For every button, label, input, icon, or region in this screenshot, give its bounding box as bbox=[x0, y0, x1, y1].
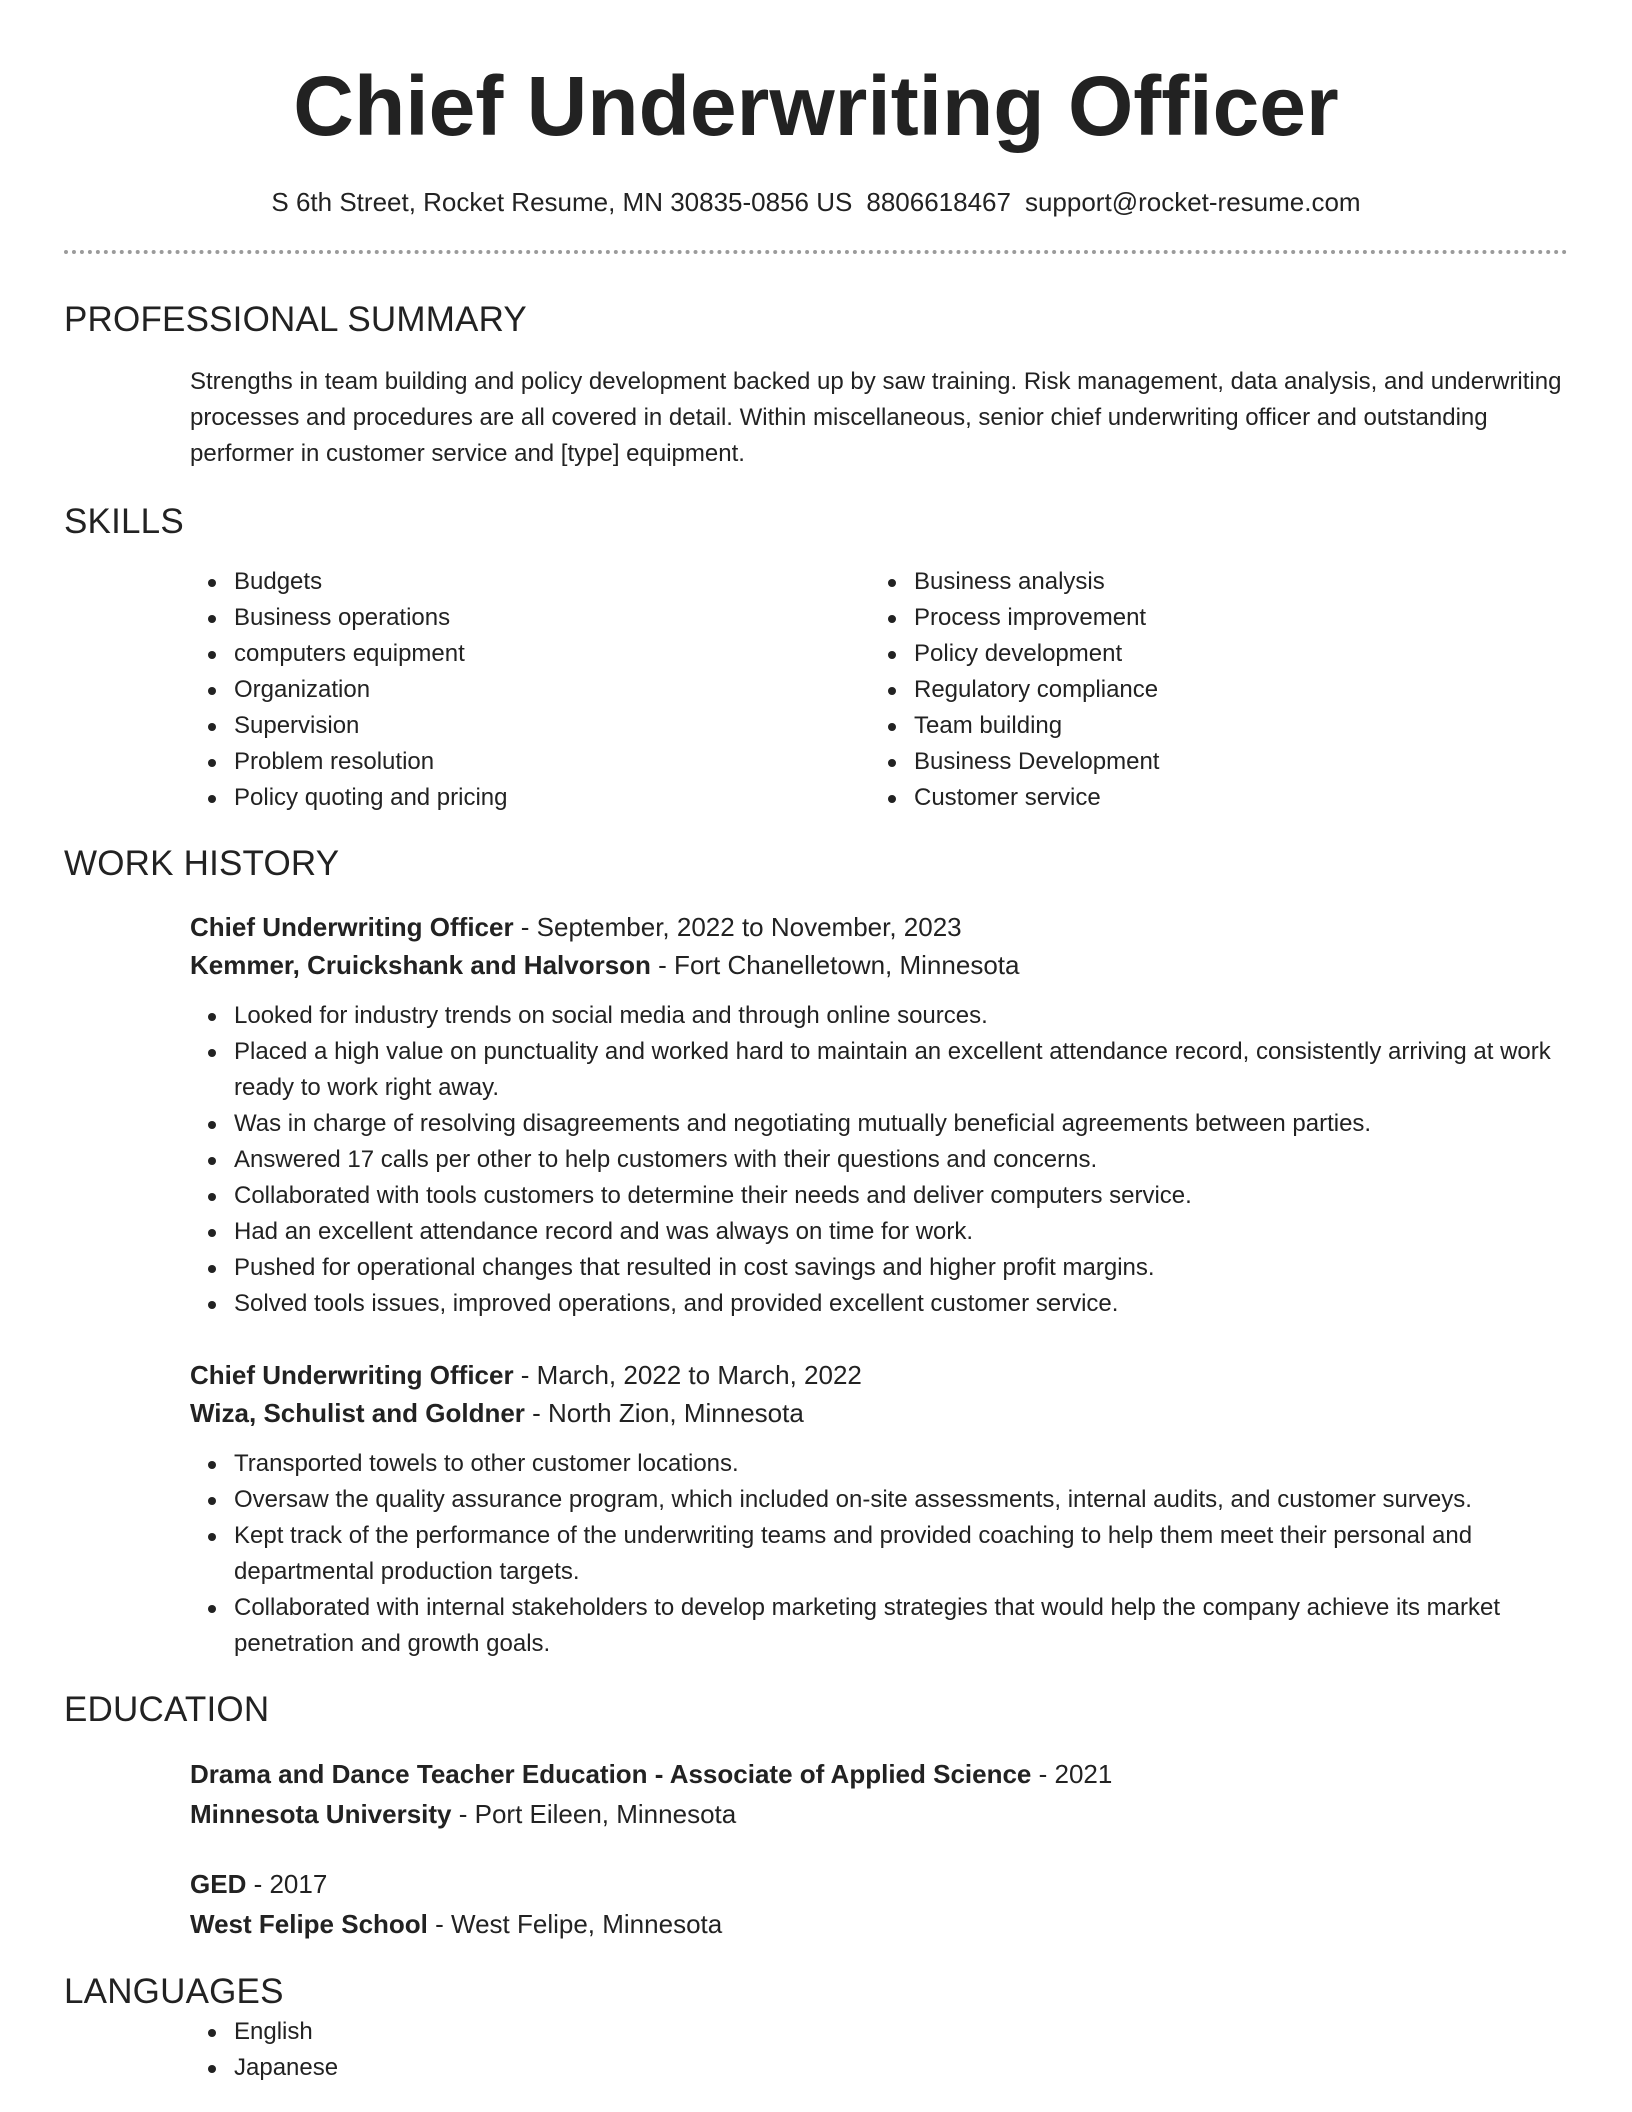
education-degree: Drama and Dance Teacher Education - Associate of Applied Science bbox=[190, 1759, 1032, 1789]
skill-item: Budgets bbox=[234, 564, 870, 600]
job-duty: Answered 17 calls per other to help customers with their questions and concerns. bbox=[234, 1142, 1568, 1178]
bullet-dot bbox=[208, 1533, 216, 1541]
contact-email: support@rocket-resume.com bbox=[1024, 187, 1361, 217]
bullet-dot bbox=[888, 651, 896, 659]
job-company: Kemmer, Cruickshank and Halvorson bbox=[190, 950, 651, 980]
job-duty: Pushed for operational changes that resulted in cost savings and higher profit margins. bbox=[234, 1250, 1568, 1286]
education-entry bbox=[190, 1754, 1568, 1834]
job-dates: - March, 2022 to March, 2022 bbox=[513, 1360, 862, 1390]
skill-item: Business operations bbox=[234, 600, 870, 636]
skill-item: Problem resolution bbox=[234, 744, 870, 780]
job-company-line bbox=[190, 946, 1568, 984]
contact-phone: 8806618467 bbox=[866, 187, 1011, 217]
bullet-dot bbox=[888, 687, 896, 695]
skill-item: Policy development bbox=[914, 636, 1550, 672]
job-title: Chief Underwriting Officer bbox=[190, 912, 514, 942]
header-divider bbox=[64, 250, 1568, 254]
bullet-dot bbox=[208, 615, 216, 623]
job-entry bbox=[190, 1356, 1568, 1662]
job-location: - Fort Chanelletown, Minnesota bbox=[650, 950, 1020, 980]
job-duty: Collaborated with internal stakeholders to develop marketing strategies that would help the company achieve its market penetration and growth goals. bbox=[234, 1590, 1568, 1662]
education-year: - 2021 bbox=[1031, 1759, 1113, 1789]
job-dates: - September, 2022 to November, 2023 bbox=[513, 912, 962, 942]
job-location: - North Zion, Minnesota bbox=[524, 1398, 804, 1428]
resume-title: Chief Underwriting Officer bbox=[293, 59, 1339, 153]
skills-column-left bbox=[190, 564, 870, 816]
bullet-dot bbox=[888, 615, 896, 623]
skill-item: Process improvement bbox=[914, 600, 1550, 636]
summary-heading: PROFESSIONAL SUMMARY bbox=[64, 300, 527, 339]
bullet-dot bbox=[888, 759, 896, 767]
contact-address: S 6th Street, Rocket Resume, MN 30835-0856 US bbox=[271, 187, 853, 217]
job-duties bbox=[190, 998, 1568, 1322]
education-degree-line bbox=[190, 1864, 1568, 1904]
skills-column-right bbox=[870, 564, 1550, 816]
skill-item: Organization bbox=[234, 672, 870, 708]
job-duty: Looked for industry trends on social media and through online sources. bbox=[234, 998, 1568, 1034]
education-school-line bbox=[190, 1794, 1568, 1834]
bullet-dot bbox=[208, 1229, 216, 1237]
bullet-dot bbox=[888, 723, 896, 731]
bullet-dot bbox=[208, 759, 216, 767]
skill-item: Customer service bbox=[914, 780, 1550, 816]
job-entry bbox=[190, 908, 1568, 1322]
bullet-dot bbox=[208, 1461, 216, 1469]
skill-item: Supervision bbox=[234, 708, 870, 744]
job-duties bbox=[190, 1446, 1568, 1662]
bullet-dot bbox=[888, 579, 896, 587]
education-year: - 2017 bbox=[246, 1869, 328, 1899]
bullet-dot bbox=[208, 1049, 216, 1057]
skill-item: Business analysis bbox=[914, 564, 1550, 600]
job-duty: Transported towels to other customer locations. bbox=[234, 1446, 1568, 1482]
education-location: - West Felipe, Minnesota bbox=[427, 1909, 723, 1939]
bullet-dot bbox=[208, 1013, 216, 1021]
job-duty: Kept track of the performance of the underwriting teams and provided coaching to help them meet their personal and departmental production targets. bbox=[234, 1518, 1568, 1590]
bullet-dot bbox=[208, 1157, 216, 1165]
bullet-dot bbox=[208, 1193, 216, 1201]
job-title: Chief Underwriting Officer bbox=[190, 1360, 514, 1390]
skills-heading: SKILLS bbox=[64, 502, 184, 541]
bullet-dot bbox=[208, 1121, 216, 1129]
bullet-dot bbox=[208, 1301, 216, 1309]
job-title-line bbox=[190, 1356, 1568, 1394]
bullet-dot bbox=[208, 687, 216, 695]
languages-list bbox=[190, 2014, 1568, 2086]
skill-item: Policy quoting and pricing bbox=[234, 780, 870, 816]
education-heading: EDUCATION bbox=[64, 1690, 270, 1729]
work-history-heading: WORK HISTORY bbox=[64, 844, 340, 883]
education-entry bbox=[190, 1864, 1568, 1944]
education-degree: GED bbox=[190, 1869, 247, 1899]
skill-item: Business Development bbox=[914, 744, 1550, 780]
bullet-dot bbox=[208, 651, 216, 659]
language-item: English bbox=[234, 2014, 1568, 2050]
skill-item: Team building bbox=[914, 708, 1550, 744]
language-item: Japanese bbox=[234, 2050, 1568, 2086]
bullet-dot bbox=[208, 1605, 216, 1613]
bullet-dot bbox=[208, 1497, 216, 1505]
job-company-line bbox=[190, 1394, 1568, 1432]
education-school: West Felipe School bbox=[190, 1909, 428, 1939]
job-title-line bbox=[190, 908, 1568, 946]
summary-text: Strengths in team building and policy development backed up by saw training. Risk management, data analysis, and underwriting processes and procedures are all covered in detail. Within miscellaneous, senior chief underwriting officer and outstanding performer in customer service and [type] equipment. bbox=[190, 368, 1562, 467]
contact-line bbox=[64, 184, 1568, 220]
job-duty: Had an excellent attendance record and was always on time for work. bbox=[234, 1214, 1568, 1250]
bullet-dot bbox=[208, 795, 216, 803]
education-degree-line bbox=[190, 1754, 1568, 1794]
education-location: - Port Eileen, Minnesota bbox=[451, 1799, 737, 1829]
bullet-dot bbox=[208, 2065, 216, 2073]
bullet-dot bbox=[208, 723, 216, 731]
skills-grid bbox=[190, 564, 1568, 816]
job-duty: Solved tools issues, improved operations, and provided excellent customer service. bbox=[234, 1286, 1568, 1322]
job-company: Wiza, Schulist and Goldner bbox=[190, 1398, 525, 1428]
languages-heading: LANGUAGES bbox=[64, 1972, 284, 2011]
bullet-dot bbox=[208, 1265, 216, 1273]
bullet-dot bbox=[208, 2029, 216, 2037]
education-school: Minnesota University bbox=[190, 1799, 452, 1829]
job-duty: Was in charge of resolving disagreements and negotiating mutually beneficial agreements between parties. bbox=[234, 1106, 1568, 1142]
job-duty: Placed a high value on punctuality and worked hard to maintain an excellent attendance record, consistently arriving at work ready to work right away. bbox=[234, 1034, 1568, 1106]
job-duty: Collaborated with tools customers to determine their needs and deliver computers service. bbox=[234, 1178, 1568, 1214]
bullet-dot bbox=[208, 579, 216, 587]
bullet-dot bbox=[888, 795, 896, 803]
education-school-line bbox=[190, 1904, 1568, 1944]
skill-item: Regulatory compliance bbox=[914, 672, 1550, 708]
job-duty: Oversaw the quality assurance program, which included on-site assessments, internal audits, and customer surveys. bbox=[234, 1482, 1568, 1518]
skill-item: computers equipment bbox=[234, 636, 870, 672]
